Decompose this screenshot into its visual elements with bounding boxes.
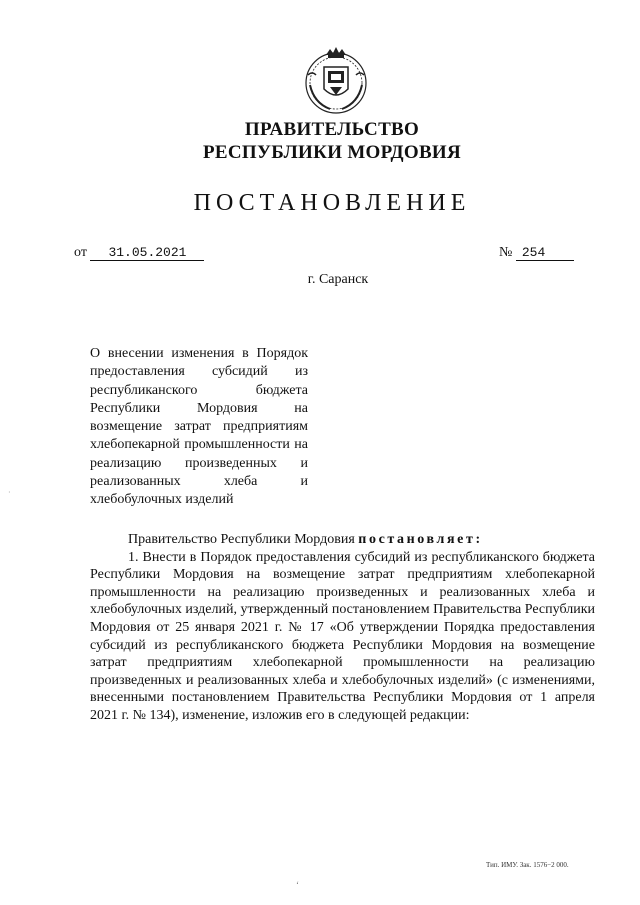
document-subject: [90, 345, 308, 510]
document-date: [74, 245, 204, 261]
number-value: 254: [516, 246, 574, 261]
document-type-title: ПОСТАНОВЛЕНИЕ: [193, 190, 471, 216]
number-prefix: №: [499, 245, 513, 260]
lead-action: постановляет:: [358, 532, 483, 547]
lead-text: Правительство Республики Мордовия: [128, 532, 355, 547]
city-name: г. Саранск: [307, 272, 369, 287]
date-prefix: от: [74, 245, 87, 260]
body-lead: [90, 531, 595, 549]
coat-of-arms-emblem-icon: [300, 45, 372, 117]
margin-mark: ·: [8, 488, 11, 497]
date-value: 31.05.2021: [90, 246, 204, 261]
bottom-mark: ʻ: [296, 880, 299, 890]
government-title-line2: РЕСПУБЛИКИ МОРДОВИЯ: [202, 142, 462, 163]
body-item-1: 1. Внести в Порядок предоставления субсидий из республиканского бюджета Республики Мордовия на возмещение затрат предприятиям хлебопекарной промышленности на реализацию произведенных и реализованных хлеба и хлебобулочных изделий, утвержденный постановлением Правительства Республики Мордовия от 25 января 2021 г. № 17 «Об утверждении Порядка предоставления субсидий из республиканского бюджета Республики Мордовия на возмещение затрат предприятиям хлебопекарной промышленности на реализацию произведенных и реализованных хлеба и хлебобулочных изделий» (с изменениями, внесенными постановлением Правительства Республики Мордовия от 1 апреля 2021 г. № 134), изменение, изложив его в следующей редакции:: [90, 549, 595, 723]
document-body: [90, 531, 595, 725]
document-number: [499, 245, 574, 261]
print-footer: Тип. ИМУ. Зак. 1576−2 000.: [486, 861, 569, 869]
subject-text: О внесении изменения в Порядок предоставления субсидий из республиканского бюджета Республики Мордовия на возмещение затрат предприятиям хлебопекарной промышленности на реализацию произведенных и реализованных хлеба и хлебобулочных изделий: [90, 346, 308, 508]
government-title-line1: ПРАВИТЕЛЬСТВО: [244, 119, 420, 140]
